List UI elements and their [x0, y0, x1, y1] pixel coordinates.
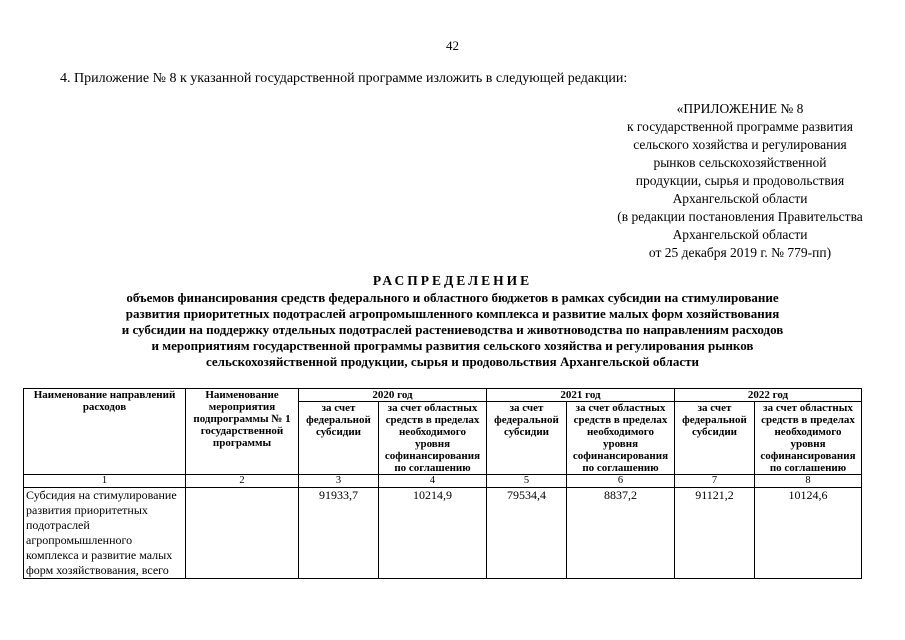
header-activity: Наименование мероприятия подпрограммы № 1 государственной программы: [186, 389, 299, 475]
appendix-heading: [590, 100, 890, 262]
column-number: 7: [675, 475, 755, 488]
column-number: 8: [755, 475, 862, 488]
column-number: 5: [487, 475, 567, 488]
appendix-line: сельского хозяйства и регулирования: [633, 137, 847, 152]
subtitle-line: и мероприятиям государственной программы развития сельского хозяйства и регулирования рынков: [151, 338, 754, 353]
header-federal: за счет федеральной субсидии: [299, 402, 379, 475]
cell-2020-regional: 10214,9: [379, 488, 487, 579]
appendix-line: рынков сельскохозяйственной: [653, 155, 827, 170]
appendix-line: Архангельской области: [672, 227, 808, 242]
page-number: 42: [446, 38, 459, 53]
column-number: 2: [186, 475, 299, 488]
cell-2022-federal: 91121,2: [675, 488, 755, 579]
column-number: 6: [567, 475, 675, 488]
column-number: 1: [24, 475, 186, 488]
column-number: 3: [299, 475, 379, 488]
subtitle-line: сельскохозяйственной продукции, сырья и продовольствия Архангельской области: [205, 354, 699, 369]
header-regional: за счет областных средств в пределах необходимого уровня софинансирования по соглашению: [567, 402, 675, 475]
table-row: [24, 488, 862, 579]
document-subtitle: [40, 290, 865, 370]
appendix-line: к государственной программе развития: [627, 119, 853, 134]
subtitle-line: объемов финансирования средств федерального и областного бюджетов в рамках субсидии на стимулирование: [126, 290, 779, 305]
row-activity: [186, 488, 299, 579]
header-federal: за счет федеральной субсидии: [487, 402, 567, 475]
intro-paragraph: 4. Приложение № 8 к указанной государственной программе изложить в следующей редакции:: [60, 71, 628, 86]
header-year-2020: 2020 год: [299, 389, 487, 402]
distribution-table: [23, 388, 862, 579]
cell-2021-federal: 79534,4: [487, 488, 567, 579]
subtitle-line: и субсидии на поддержку отдельных подотраслей растениеводства и животноводства по направлениям расходов: [121, 322, 784, 337]
header-directions: Наименование направлений расходов: [24, 389, 186, 475]
appendix-line: от 25 декабря 2019 г. № 779-пп): [648, 245, 832, 260]
header-year-2022: 2022 год: [675, 389, 862, 402]
document-title: РАСПРЕДЕЛЕНИЕ: [372, 273, 533, 288]
appendix-line: продукции, сырья и продовольствия: [635, 173, 845, 188]
cell-2021-regional: 8837,2: [567, 488, 675, 579]
appendix-line: «ПРИЛОЖЕНИЕ № 8: [676, 101, 804, 116]
row-name: Субсидия на стимулирование развития приоритетных подотраслей агропромышленного комплекса и развитие малых форм хозяйствования, всего: [24, 488, 186, 579]
column-number: 4: [379, 475, 487, 488]
cell-2022-regional: 10124,6: [755, 488, 862, 579]
subtitle-line: развития приоритетных подотраслей агропромышленного комплекса и развитие малых форм хозяйствования: [125, 306, 780, 321]
header-federal: за счет федеральной субсидии: [675, 402, 755, 475]
header-regional: за счет областных средств в пределах необходимого уровня софинансирования по соглашению: [755, 402, 862, 475]
cell-2020-federal: 91933,7: [299, 488, 379, 579]
header-regional: за счет областных средств в пределах необходимого уровня софинансирования по соглашению: [379, 402, 487, 475]
header-year-2021: 2021 год: [487, 389, 675, 402]
appendix-line: Архангельской области: [672, 191, 808, 206]
appendix-line: (в редакции постановления Правительства: [617, 209, 863, 224]
